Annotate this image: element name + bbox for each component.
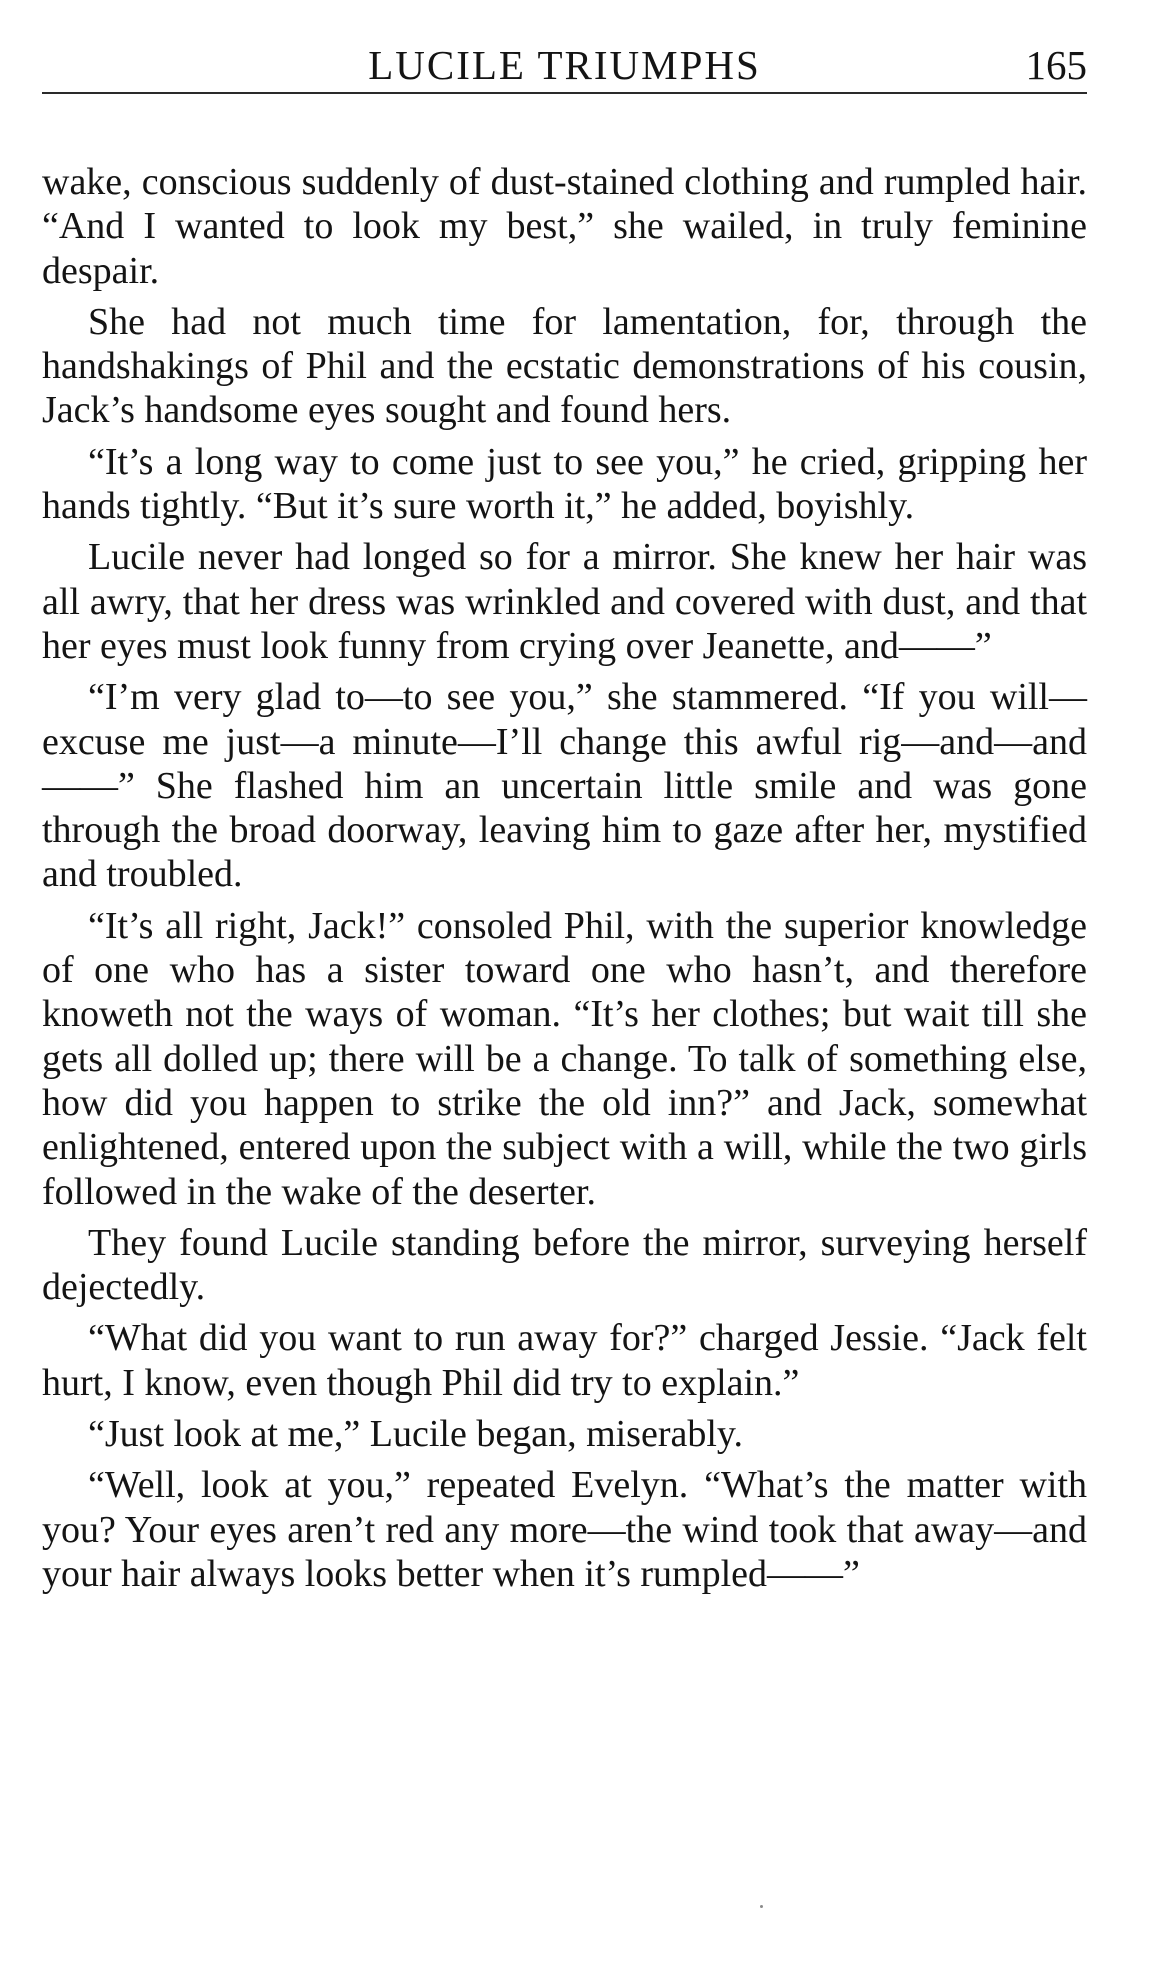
paragraph: “It’s a long way to come just to see you,” he cried, gripping her hands tightly. “But it’s sure worth it,” he added, boyishly.	[42, 440, 1087, 528]
paragraph-continuation: wake, conscious suddenly of dust-stained clothing and rumpled hair. “And I wanted to look my best,” she wailed, in truly feminine despair.	[42, 161, 1087, 292]
running-title: LUCILE TRIUMPHS	[368, 42, 761, 88]
paragraph: “I’m very glad to—to see you,” she stammered. “If you will—excuse me just—a minute—I’ll change this awful rig—and—and——” She flashed him an uncertain little smile and was gone through the broad doorway, leaving him to gaze after her, mystified and troubled.	[42, 676, 1087, 896]
running-head	[42, 36, 1087, 96]
print-speck	[760, 1905, 763, 1908]
paragraph: “It’s all right, Jack!” consoled Phil, with the superior knowledge of one who has a sister toward one who hasn’t, and therefore knoweth not the ways of woman. “It’s her clothes; but wait till she gets all dolled up; there will be a change. To talk of something else, how did you happen to strike the old inn?” and Jack, somewhat enlightened, entered upon the subject with a will, while the two girls followed in the wake of the deserter.	[42, 904, 1087, 1213]
body-text	[42, 160, 1087, 1596]
page-number: 165	[1025, 42, 1087, 88]
paragraph: “Just look at me,” Lucile began, miserably.	[88, 1413, 743, 1456]
paragraph: “What did you want to run away for?” charged Jessie. “Jack felt hurt, I know, even though Phil did try to explain.”	[42, 1317, 1087, 1404]
paragraph: “Well, look at you,” repeated Evelyn. “What’s the matter with you? Your eyes aren’t red any more—the wind took that away—and your hair always looks better when it’s rumpled——”	[42, 1464, 1087, 1595]
paragraph: They found Lucile standing before the mirror, surveying herself dejectedly.	[42, 1221, 1087, 1309]
header-rule	[42, 92, 1087, 94]
paragraph: She had not much time for lamentation, for, through the handshakings of Phil and the ecstatic demonstrations of his cousin, Jack’s handsome eyes sought and found hers.	[42, 300, 1087, 432]
paragraph: Lucile never had longed so for a mirror. She knew her hair was all awry, that her dress was wrinkled and covered with dust, and that her eyes must look funny from crying over Jeanette, and——”	[42, 536, 1087, 667]
